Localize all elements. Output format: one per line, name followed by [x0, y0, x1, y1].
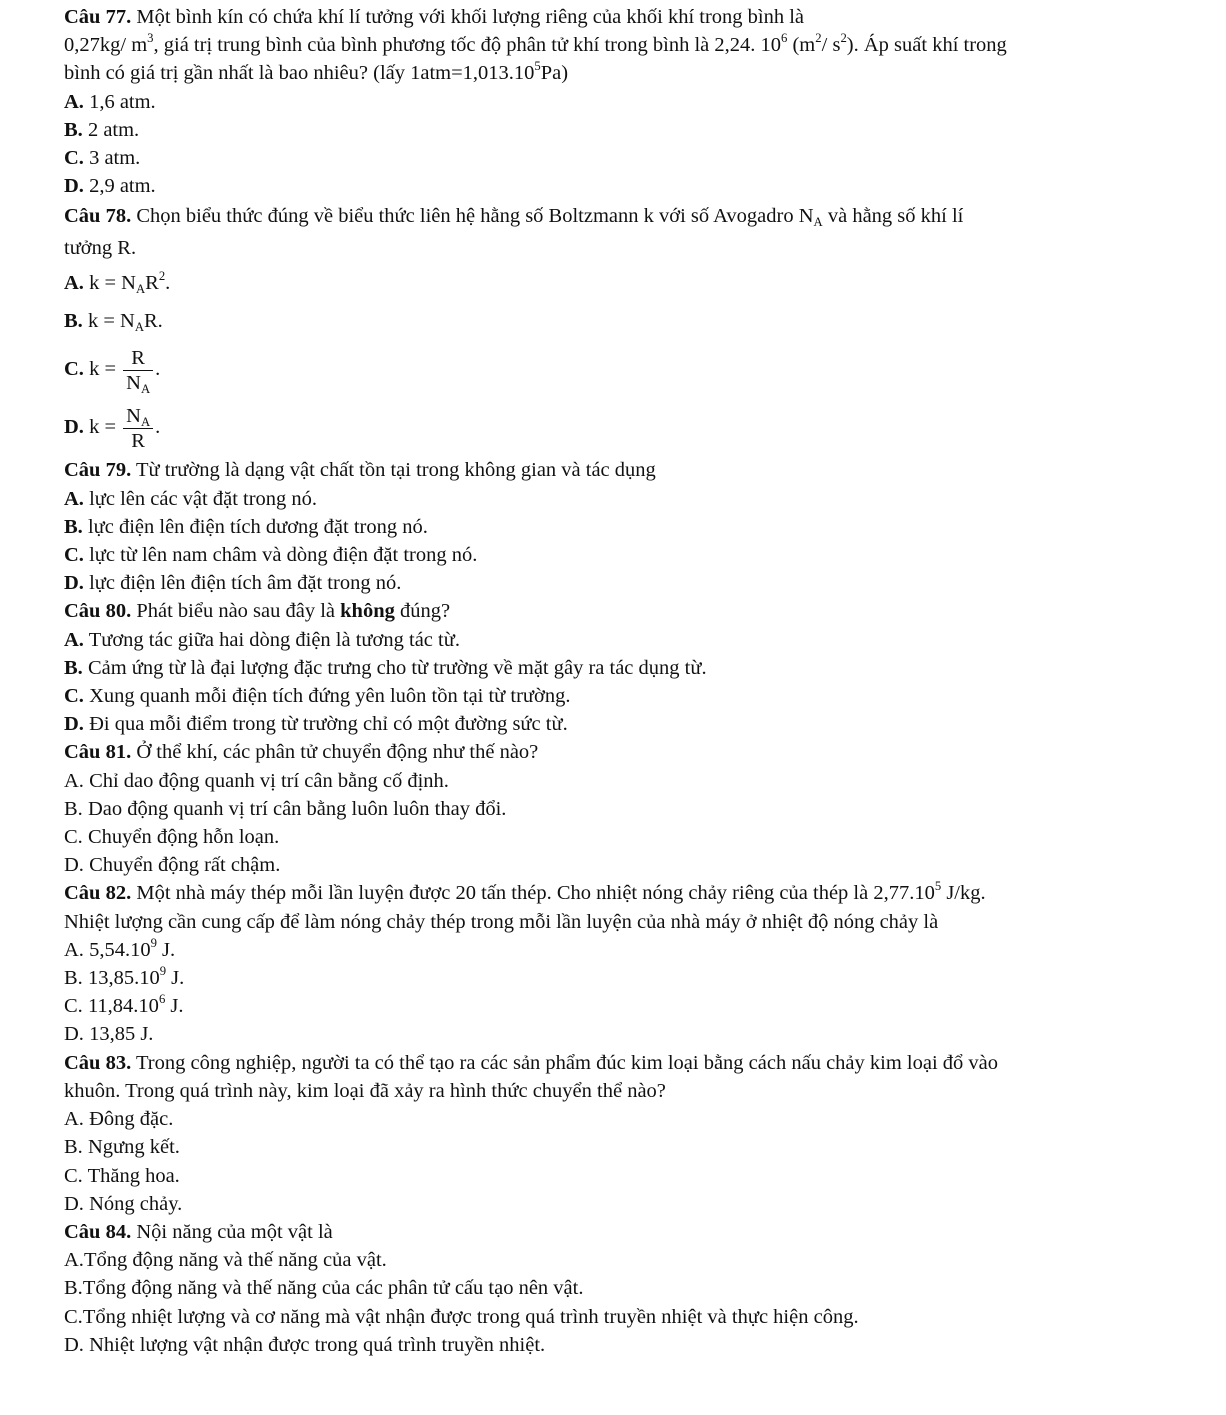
option-text: Tổng động năng và thế năng của vật. [83, 1249, 387, 1272]
option-c[interactable] [64, 144, 1206, 172]
option-text: Thăng hoa. [82, 1164, 180, 1187]
question-text: 0,27kg/ m [64, 34, 148, 57]
fraction-numerator: R [131, 347, 145, 370]
question-text: Một nhà máy thép mỗi lần luyện được 20 tấn thép. Cho nhiệt nóng chảy riêng của thép là 2,77.10 [131, 882, 935, 905]
option-b[interactable] [64, 964, 1206, 992]
option-label: B. [64, 118, 83, 141]
option-d[interactable] [64, 1331, 1206, 1359]
option-c[interactable] [64, 682, 1206, 710]
question-text: đúng? [394, 600, 451, 623]
math-symbol: N [126, 372, 141, 395]
question-77-line-3 [64, 59, 1206, 87]
fraction-denominator: R [123, 428, 153, 453]
question-81-line-1 [64, 738, 1206, 766]
question-text: / s [821, 34, 841, 57]
option-b[interactable] [64, 1133, 1206, 1161]
option-text: lực điện lên điện tích dương đặt trong nó. [82, 515, 428, 538]
question-78 [64, 200, 1206, 456]
superscript: 2 [815, 31, 822, 46]
option-c[interactable] [64, 541, 1206, 569]
option-label: C. [64, 1305, 83, 1328]
option-b[interactable] [64, 116, 1206, 144]
option-label: A. [64, 769, 84, 792]
option-text: 1,6 atm. [83, 90, 156, 113]
option-text: Nhiệt lượng vật nhận được trong quá trình truyền nhiệt. [83, 1333, 546, 1356]
option-math: . [165, 272, 171, 295]
question-number: Câu 80. [64, 600, 132, 623]
superscript: 2 [840, 31, 847, 46]
option-label: D. [64, 572, 84, 595]
option-text: 11,84.10 [82, 995, 159, 1018]
option-math: k = [83, 358, 122, 381]
option-label: D. [64, 854, 84, 877]
option-c[interactable] [64, 823, 1206, 851]
option-label: D. [64, 713, 84, 736]
option-text: 5,54.10 [83, 938, 151, 961]
option-label: D. [64, 175, 84, 198]
question-text: , giá trị trung bình của bình phương tốc độ phân tử khí trong bình là 2,24. 10 [153, 34, 781, 57]
option-math: k = [83, 416, 122, 439]
superscript: 6 [158, 992, 166, 1007]
option-label: B. [64, 1136, 83, 1159]
question-number: Câu 78. [64, 205, 132, 228]
subscript: A [140, 382, 151, 397]
option-a[interactable] [64, 485, 1206, 513]
question-82 [64, 879, 1206, 1048]
option-b[interactable] [64, 513, 1206, 541]
question-text: Một bình kín có chứa khí lí tưởng với khối lượng riêng của khối khí trong bình là [136, 6, 805, 28]
question-text: và hằng số khí lí [822, 205, 964, 228]
option-label: A. [64, 272, 84, 295]
fraction [123, 346, 153, 395]
option-d[interactable] [64, 1020, 1206, 1048]
option-text: Chuyển động hỗn loạn. [82, 826, 280, 849]
question-text: Từ trường là dạng vật chất tồn tại trong không gian và tác dụng [131, 459, 656, 482]
option-text: Xung quanh mỗi điện tích đứng yên luôn tồn tại từ trường. [83, 685, 571, 708]
option-label: D. [64, 1192, 84, 1215]
superscript: 5 [934, 879, 942, 894]
option-text: Nóng chảy. [83, 1192, 183, 1215]
option-text: Chuyển động rất chậm. [83, 854, 281, 877]
question-number: Câu 83. [64, 1051, 132, 1074]
option-text: lực điện lên điện tích âm đặt trong nó. [83, 572, 402, 595]
option-a[interactable] [64, 88, 1206, 116]
option-d[interactable] [64, 569, 1206, 597]
question-text: Phát biểu nào sau đây là [131, 600, 341, 623]
option-text: 13,85 J. [83, 1023, 154, 1046]
option-label: C. [64, 147, 84, 170]
option-text: 2 atm. [82, 118, 140, 141]
emphasis-text: không [340, 600, 395, 623]
option-label: B. [64, 797, 83, 820]
question-82-line-1 [64, 879, 1206, 907]
option-math: . [155, 358, 161, 381]
option-text: 13,85.10 [82, 967, 160, 990]
option-label: A. [64, 1249, 84, 1272]
option-b[interactable] [64, 1274, 1206, 1302]
question-80 [64, 597, 1206, 738]
question-text: Nhiệt lượng cần cung cấp để làm nóng chảy thép trong mỗi lần luyện của nhà máy ở nhiệt độ nóng chảy là [64, 910, 939, 933]
option-label: C. [64, 826, 83, 849]
option-a[interactable] [64, 767, 1206, 795]
question-83 [64, 1049, 1206, 1218]
question-text: (m [787, 34, 816, 57]
option-text: J. [165, 995, 184, 1018]
fraction-denominator [123, 370, 153, 395]
option-text: Tương tác giữa hai dòng điện là tương tác từ. [83, 628, 460, 651]
math-symbol: N [126, 405, 141, 428]
option-math: k = N [82, 310, 135, 333]
question-text: J/kg. [941, 882, 986, 905]
option-label: B. [64, 310, 83, 333]
question-text: Ở thể khí, các phân tử chuyển động như thế nào? [131, 741, 539, 764]
option-text: J. [166, 967, 185, 990]
question-number: Câu 79. [64, 459, 132, 482]
option-c[interactable] [64, 1162, 1206, 1190]
option-a[interactable] [64, 936, 1206, 964]
question-78-line-1 [64, 200, 1206, 232]
question-83-line-1 [64, 1049, 1206, 1077]
option-label: D. [64, 416, 84, 439]
option-d[interactable] [64, 1190, 1206, 1218]
option-text: 2,9 atm. [83, 175, 156, 198]
question-text: khuôn. Trong quá trình này, kim loại đã xảy ra hình thức chuyển thể nào? [64, 1079, 666, 1102]
option-math: k = N [83, 272, 136, 295]
option-text: Chỉ dao động quanh vị trí cân bằng cố định. [83, 769, 449, 792]
question-number: Câu 84. [64, 1220, 132, 1243]
option-b[interactable] [64, 795, 1206, 823]
superscript: 2 [158, 269, 166, 284]
option-text: lực từ lên nam châm và dòng điện đặt trong nó. [83, 544, 478, 567]
option-d[interactable] [64, 172, 1206, 200]
subscript: A [135, 282, 146, 297]
subscript: A [813, 215, 823, 230]
option-label: D. [64, 1023, 84, 1046]
question-text: Pa) [540, 62, 569, 85]
question-text: tưởng R. [64, 237, 137, 260]
question-84 [64, 1218, 1206, 1359]
option-text: Dao động quanh vị trí cân bằng luôn luôn thay đổi. [82, 797, 507, 820]
option-label: C. [64, 685, 84, 708]
fraction [123, 404, 153, 453]
option-text: J. [156, 938, 176, 961]
option-d[interactable] [64, 851, 1206, 879]
question-text: bình có giá trị gần nhất là bao nhiêu? (lấy 1atm=1,013.10 [64, 62, 535, 85]
option-label: B. [64, 515, 83, 538]
option-label: C. [64, 1164, 83, 1187]
fraction-numerator [123, 404, 153, 428]
superscript: 3 [147, 31, 154, 46]
option-text: Đông đặc. [83, 1108, 174, 1131]
option-text: Cảm ứng từ là đại lượng đặc trưng cho từ trường về mặt gây ra tác dụng từ. [82, 656, 707, 679]
option-label: A. [64, 90, 84, 113]
question-80-line-1 [64, 597, 1206, 625]
math-symbol: N [798, 205, 814, 228]
option-text: Ngưng kết. [82, 1136, 180, 1159]
option-b[interactable] [64, 302, 1206, 340]
question-83-line-2 [64, 1077, 1206, 1105]
question-77 [64, 3, 1206, 200]
superscript: 6 [781, 31, 788, 46]
option-label: C. [64, 995, 83, 1018]
option-c[interactable] [64, 992, 1206, 1020]
question-text: Nội năng của một vật là [131, 1220, 333, 1243]
option-label: B. [64, 656, 83, 679]
option-b[interactable] [64, 654, 1206, 682]
option-a[interactable] [64, 626, 1206, 654]
option-label: A. [64, 938, 84, 961]
option-math: R. [144, 310, 163, 333]
option-label: D. [64, 1333, 84, 1356]
question-77-line-2 [64, 31, 1206, 59]
option-label: A. [64, 1108, 84, 1131]
option-math: . [155, 416, 161, 439]
option-label: A. [64, 487, 84, 510]
question-text: Trong công nghiệp, người ta có thể tạo ra các sản phẩm đúc kim loại bằng cách nấu chảy kim loại đổ vào [131, 1051, 998, 1074]
option-label: C. [64, 544, 84, 567]
question-77-line-1 [64, 3, 1206, 31]
option-label: A. [64, 628, 84, 651]
subscript: A [140, 415, 151, 430]
question-82-line-2 [64, 908, 1206, 936]
question-number: Câu 82. [64, 882, 132, 905]
option-text: Tổng động năng và thế năng của các phân tử cấu tạo nên vật. [82, 1277, 584, 1300]
option-math: R [145, 272, 159, 295]
option-d[interactable] [64, 398, 1206, 456]
option-text: lực lên các vật đặt trong nó. [83, 487, 318, 510]
question-81 [64, 738, 1206, 879]
superscript: 5 [534, 59, 541, 74]
question-text: Chọn biểu thức đúng về biểu thức liên hệ hằng số Boltzmann k với số Avogadro [131, 205, 799, 228]
question-79 [64, 456, 1206, 597]
superscript: 9 [150, 935, 157, 950]
option-label: C. [64, 358, 84, 381]
subscript: A [134, 320, 144, 335]
question-84-line-1 [64, 1218, 1206, 1246]
option-a[interactable] [64, 1246, 1206, 1274]
option-text: Tổng nhiệt lượng và cơ năng mà vật nhận được trong quá trình truyền nhiệt và thực hiện công. [82, 1305, 859, 1328]
option-a[interactable] [64, 264, 1206, 302]
question-number: Câu 77. [64, 6, 132, 28]
option-label: B. [64, 967, 83, 990]
question-78-line-2 [64, 232, 1206, 264]
question-number: Câu 81. [64, 741, 132, 764]
option-text: Đi qua mỗi điểm trong từ trường chỉ có một đường sức từ. [83, 713, 568, 736]
question-text: ). Áp suất khí trong [846, 34, 1007, 57]
option-a[interactable] [64, 1105, 1206, 1133]
option-c[interactable] [64, 1303, 1206, 1331]
option-d[interactable] [64, 710, 1206, 738]
option-label: B. [64, 1277, 83, 1300]
superscript: 9 [159, 964, 167, 979]
question-79-line-1 [64, 456, 1206, 484]
option-c[interactable] [64, 340, 1206, 398]
option-text: 3 atm. [83, 147, 141, 170]
